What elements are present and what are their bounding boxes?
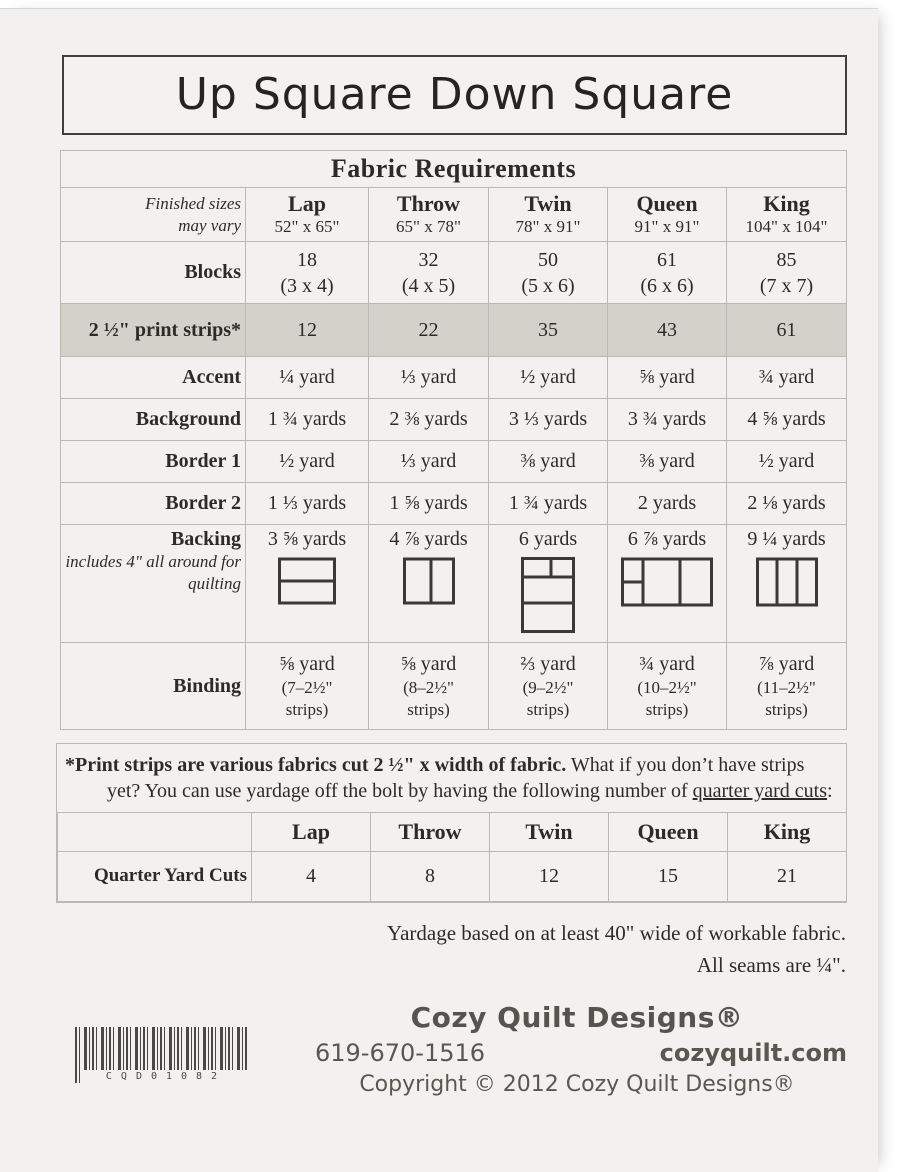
border2-queen: 2 yards: [608, 483, 727, 525]
fabric-requirements-table: [60, 150, 847, 730]
print-strips-label: 2 ½" print strips*: [61, 304, 246, 357]
accent-king: ¾ yard: [727, 357, 847, 399]
quarter-queen: 15: [609, 852, 728, 902]
backing-diagram-lap-icon: [277, 556, 337, 606]
blocks-king: 85 (7 x 7): [727, 242, 847, 304]
column-header-king: King 104" x 104": [727, 188, 847, 242]
border1-row: [61, 441, 847, 483]
footnote-suffix: :: [827, 780, 833, 802]
quarter-twin: 12: [490, 852, 609, 902]
border1-twin: ⅜ yard: [489, 441, 608, 483]
size-header-row: [61, 188, 847, 242]
border1-lap: ½ yard: [246, 441, 369, 483]
backing-note: includes 4" all around for quilting: [65, 552, 241, 594]
print-strips-row: [61, 304, 847, 357]
column-header-throw: Throw 65" x 78": [369, 188, 489, 242]
blocks-throw: 32 (4 x 5): [369, 242, 489, 304]
border2-throw: 1 ⅝ yards: [369, 483, 489, 525]
blocks-twin: 50 (5 x 6): [489, 242, 608, 304]
backing-row: [61, 525, 847, 643]
backing-label: Backing includes 4" all around for quilting: [61, 525, 246, 643]
background-throw: 2 ⅜ yards: [369, 399, 489, 441]
phone-number: 619-670-1516: [315, 1039, 486, 1067]
blocks-label: Blocks: [61, 242, 246, 304]
yardage-note-line2: All seams are ¼".: [696, 952, 846, 977]
yardage-notes: [60, 918, 846, 981]
backing-lap: 3 ⅝ yards: [246, 525, 369, 643]
background-queen: 3 ¾ yards: [608, 399, 727, 441]
footnote-bold-text: *Print strips are various fabrics cut 2 ½" x width of fabric.: [65, 754, 567, 776]
quarter-throw: 8: [371, 852, 490, 902]
accent-twin: ½ yard: [489, 357, 608, 399]
blocks-queen: 61 (6 x 6): [608, 242, 727, 304]
accent-row: [61, 357, 847, 399]
quarter-yard-cuts-label: Quarter Yard Cuts: [58, 852, 252, 902]
background-king: 4 ⅝ yards: [727, 399, 847, 441]
background-row: [61, 399, 847, 441]
background-label: Background: [61, 399, 246, 441]
barcode-text: CQD01082: [83, 1070, 249, 1083]
column-header-queen: Queen 91" x 91": [608, 188, 727, 242]
border1-throw: ⅓ yard: [369, 441, 489, 483]
print-strips-footnote: [65, 752, 834, 804]
table-title: Fabric Requirements: [61, 151, 847, 188]
binding-twin: ⅔ yard (9–2½" strips): [489, 643, 608, 730]
backing-diagram-king-icon: [755, 556, 819, 608]
strips-lap: 12: [246, 304, 369, 357]
quarter-values-row: [58, 852, 847, 902]
background-lap: 1 ¾ yards: [246, 399, 369, 441]
quarter-header-row: [58, 813, 847, 852]
background-twin: 3 ⅓ yards: [489, 399, 608, 441]
binding-throw: ⅝ yard (8–2½" strips): [369, 643, 489, 730]
backing-throw: 4 ⅞ yards: [369, 525, 489, 643]
footer: [75, 1001, 878, 1097]
quarter-header-queen: Queen: [609, 813, 728, 852]
page-title: Up Square Down Square: [175, 69, 734, 120]
border2-lap: 1 ⅓ yards: [246, 483, 369, 525]
border1-king: ½ yard: [727, 441, 847, 483]
finished-sizes-note: Finished sizes may vary: [61, 188, 246, 242]
footnote-underlined-text: quarter yard cuts: [692, 780, 828, 802]
brand-logo: Cozy Quilt Designs®: [410, 1001, 744, 1034]
backing-twin: 6 yards: [489, 525, 608, 643]
barcode: [75, 1027, 249, 1083]
yardage-note-line1: Yardage based on at least 40" wide of workable fabric.: [387, 921, 846, 945]
quarter-header-lap: Lap: [252, 813, 371, 852]
footer-text-block: [307, 1001, 847, 1097]
backing-queen: 6 ⅞ yards: [608, 525, 727, 643]
quarter-corner-cell: [58, 813, 252, 852]
column-header-lap: Lap 52" x 65": [246, 188, 369, 242]
contact-row: [307, 1039, 847, 1067]
strips-queen: 43: [608, 304, 727, 357]
title-box: [62, 55, 847, 135]
border2-king: 2 ⅛ yards: [727, 483, 847, 525]
strips-throw: 22: [369, 304, 489, 357]
pattern-card: [0, 8, 878, 1172]
accent-queen: ⅝ yard: [608, 357, 727, 399]
accent-label: Accent: [61, 357, 246, 399]
quarter-header-king: King: [728, 813, 847, 852]
binding-lap: ⅝ yard (7–2½" strips): [246, 643, 369, 730]
border2-twin: 1 ¾ yards: [489, 483, 608, 525]
quarter-king: 21: [728, 852, 847, 902]
border1-queen: ⅜ yard: [608, 441, 727, 483]
strips-king: 61: [727, 304, 847, 357]
binding-label: Binding: [61, 643, 246, 730]
footnote-body-text: What if you don’t have strips yet? You can use yardage off the bolt by having the following number of: [107, 754, 805, 802]
quarter-header-twin: Twin: [490, 813, 609, 852]
quarter-header-throw: Throw: [371, 813, 490, 852]
copyright-line: Copyright © 2012 Cozy Quilt Designs®: [359, 1072, 795, 1097]
binding-queen: ¾ yard (10–2½" strips): [608, 643, 727, 730]
blocks-lap: 18 (3 x 4): [246, 242, 369, 304]
backing-diagram-twin-icon: [520, 556, 576, 634]
backing-king: 9 ¼ yards: [727, 525, 847, 643]
table-title-row: [61, 151, 847, 188]
blocks-row: [61, 242, 847, 304]
quarter-lap: 4: [252, 852, 371, 902]
website-url: cozyquilt.com: [659, 1039, 847, 1067]
accent-throw: ⅓ yard: [369, 357, 489, 399]
binding-king: ⅞ yard (11–2½" strips): [727, 643, 847, 730]
strips-twin: 35: [489, 304, 608, 357]
backing-diagram-queen-icon: [620, 556, 714, 608]
border2-row: [61, 483, 847, 525]
binding-row: [61, 643, 847, 730]
backing-diagram-throw-icon: [402, 556, 456, 606]
border1-label: Border 1: [61, 441, 246, 483]
print-strips-note-section: [56, 743, 847, 903]
border2-label: Border 2: [61, 483, 246, 525]
quarter-yard-cuts-table: [57, 812, 847, 902]
accent-lap: ¼ yard: [246, 357, 369, 399]
column-header-twin: Twin 78" x 91": [489, 188, 608, 242]
